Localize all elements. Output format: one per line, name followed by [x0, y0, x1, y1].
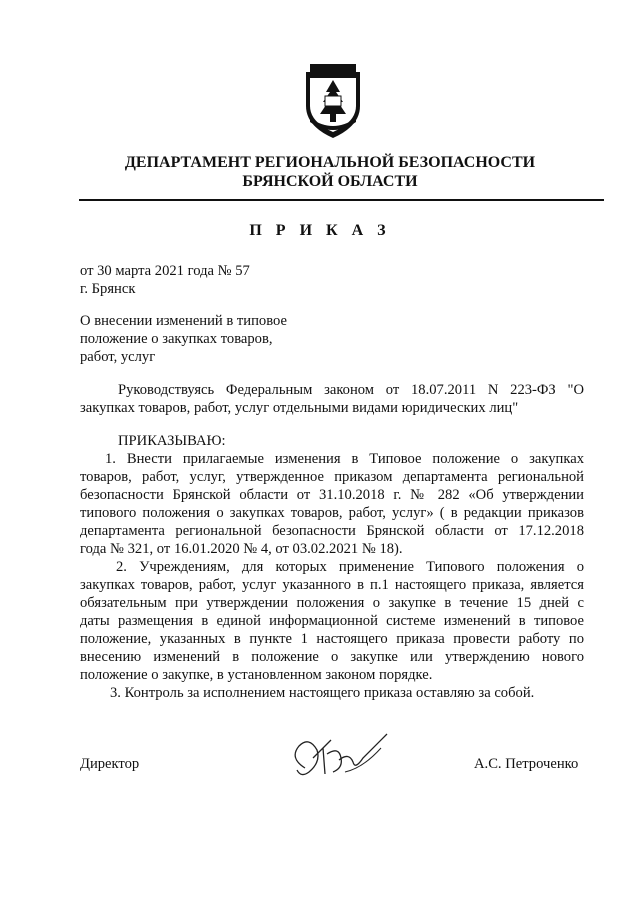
item3-line: 3. Контроль за исполнением настоящего приказа оставляю за собой.	[110, 685, 535, 701]
subject-line: работ, услуг	[80, 349, 156, 365]
signer-name: А.С. Петроченко	[474, 756, 579, 772]
document-title: П Р И К А З	[249, 222, 391, 239]
item2-line: обязательным при утверждении положения о закупке в течение 15 дней с	[80, 595, 584, 611]
header-divider	[79, 199, 604, 201]
signature-icon	[283, 728, 393, 784]
item2-line: внесению изменений в положение о закупке или утверждению нового	[80, 649, 584, 665]
signer-position: Директор	[80, 756, 140, 772]
order-word: ПРИКАЗЫВАЮ:	[118, 433, 226, 449]
department-name-line1: ДЕПАРТАМЕНТ РЕГИОНАЛЬНОЙ БЕЗОПАСНОСТИ	[124, 154, 536, 171]
item1-line: года № 321, от 16.01.2020 № 4, от 03.02.2021 № 18).	[80, 541, 403, 557]
department-name-line2: БРЯНСКОЙ ОБЛАСТИ	[242, 173, 418, 190]
item1-line: департамента региональной безопасности Брянской области от 17.12.2018	[80, 523, 584, 539]
item1-line: безопасности Брянской области от 31.10.2018 г. № 282 «Об утверждении	[80, 487, 584, 503]
preamble-line: закупках товаров, работ, услуг отдельными видами юридических лиц"	[80, 400, 519, 416]
item2-line: положение о закупке, в установленном законом порядке.	[80, 667, 433, 683]
item1-line: 1. Внести прилагаемые изменения в Типовое положение о закупках	[105, 451, 584, 467]
item1-line: типового положения о закупках товаров, работ, услуг» ( в редакции приказов	[80, 505, 584, 521]
subject-line: О внесении изменений в типовое	[80, 313, 287, 329]
order-city: г. Брянск	[80, 281, 136, 297]
item1-line: товаров, работ, услуг, утвержденное приказом департамента региональной	[80, 469, 584, 485]
item2-line: даты размещения в единой информационной системе изменений в типовое	[80, 613, 584, 629]
item2-line: закупках товаров, работ, услуг указанного в п.1 настоящего приказа, является	[80, 577, 584, 593]
preamble-line: Руководствуясь Федеральным законом от 18.07.2011 N 223-ФЗ "О	[118, 382, 584, 398]
item2-line: положение, указанных в пункте 1 настоящего приказа провести работу по	[80, 631, 584, 647]
order-date: от 30 марта 2021 года № 57	[80, 263, 250, 279]
coat-of-arms-icon	[302, 62, 364, 142]
item2-line: 2. Учреждениям, для которых применение Типового положения о	[116, 559, 584, 575]
subject-line: положение о закупках товаров,	[80, 331, 273, 347]
